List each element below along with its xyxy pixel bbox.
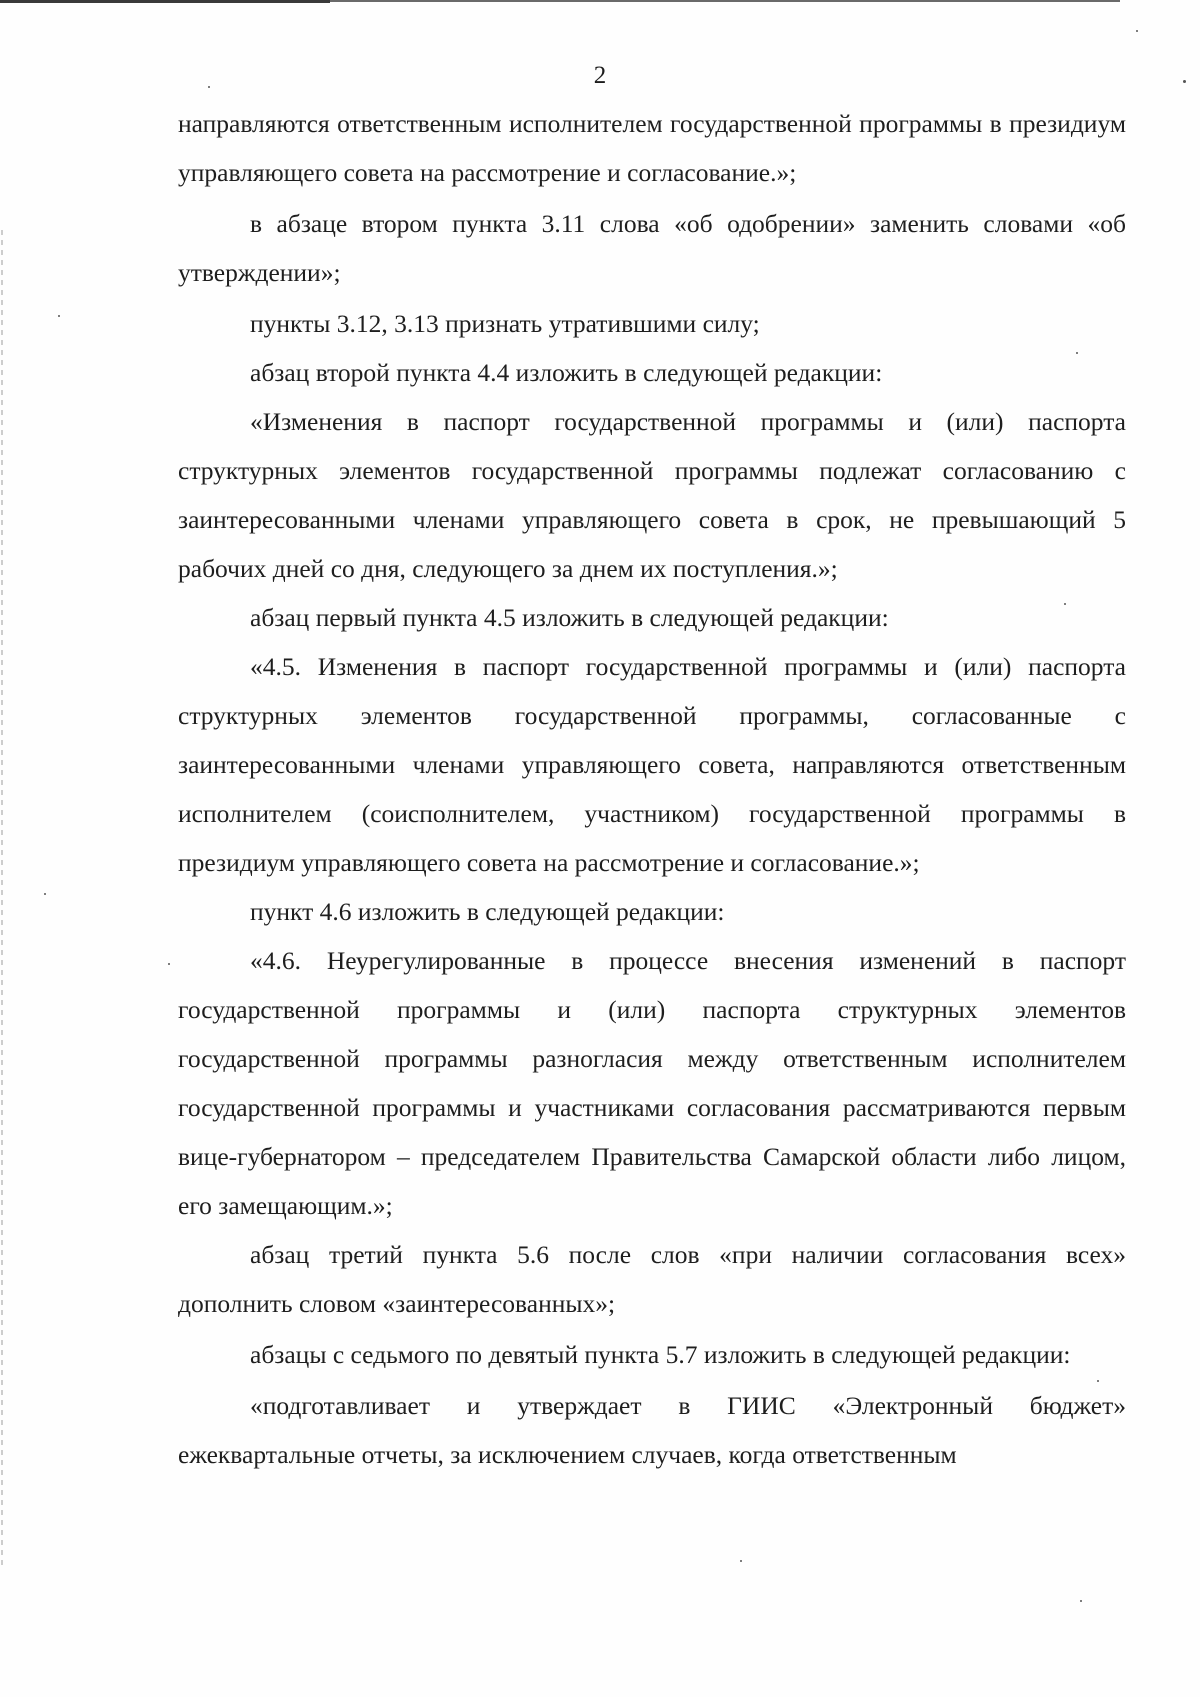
- paragraph-5: «Изменения в паспорт государственной программы и (или) паспорта структурных элементов государственной программы подлежат согласованию с заинтересованными членами управляющего совета в срок, не превышающий 5 рабочих дней со дня, следующего за днем их поступления.»;: [178, 407, 1126, 583]
- scan-speck: [1136, 30, 1138, 32]
- scan-speck: [740, 1560, 742, 1562]
- paragraph-12: «подготавливает и утверждает в ГИИС «Электронный бюджет» ежеквартальные отчеты, за исключением случаев, когда ответственным: [178, 1391, 1126, 1469]
- scan-speck: [1183, 80, 1186, 83]
- page-number: 2: [593, 62, 607, 89]
- paragraph-9: «4.6. Неурегулированные в процессе внесения изменений в паспорт государственной программы и (или) паспорта структурных элементов государственной программы разногласия между ответственным исполнителем государственной программы и участниками согласования рассматриваются первым вице-губернатором – председателем Правительства Самарской области либо лицом, его замещающим.»;: [178, 946, 1126, 1220]
- left-margin-perforation: [1, 230, 3, 1570]
- document-body: [178, 99, 1126, 1479]
- top-scan-edge-thick: [0, 0, 330, 3]
- paragraph-2: в абзаце втором пункта 3.11 слова «об одобрении» заменить словами «об утверждении»;: [178, 209, 1126, 287]
- paragraph-1: направляются ответственным исполнителем государственной программы в президиум управляющего совета на рассмотрение и согласование.»;: [178, 109, 1126, 187]
- paragraph-11: абзацы с седьмого по девятый пункта 5.7 изложить в следующей редакции:: [250, 1340, 1071, 1369]
- scan-speck: [1080, 1600, 1082, 1602]
- paragraph-10: абзац третий пункта 5.6 после слов «при наличии согласования всех» дополнить словом «заинтересованных»;: [178, 1240, 1126, 1318]
- scan-speck: [58, 315, 60, 317]
- scan-speck: [168, 963, 170, 965]
- paragraph-6: абзац первый пункта 4.5 изложить в следующей редакции:: [250, 603, 889, 632]
- scan-speck: [208, 86, 210, 88]
- scan-speck: [44, 893, 46, 895]
- scan-speck: [1064, 603, 1066, 605]
- paragraph-4: абзац второй пункта 4.4 изложить в следующей редакции:: [250, 358, 883, 387]
- paragraph-8: пункт 4.6 изложить в следующей редакции:: [250, 897, 725, 926]
- paragraph-3: пункты 3.12, 3.13 признать утратившими силу;: [250, 309, 760, 338]
- scan-speck: [1076, 352, 1078, 354]
- paragraph-7: «4.5. Изменения в паспорт государственной программы и (или) паспорта структурных элементов государственной программы, согласованные с заинтересованными членами управляющего совета, направляются ответственным исполнителем (соисполнителем, участником) государственной программы в президиум управляющего совета на рассмотрение и согласование.»;: [178, 652, 1126, 877]
- scan-speck: [1097, 1380, 1099, 1382]
